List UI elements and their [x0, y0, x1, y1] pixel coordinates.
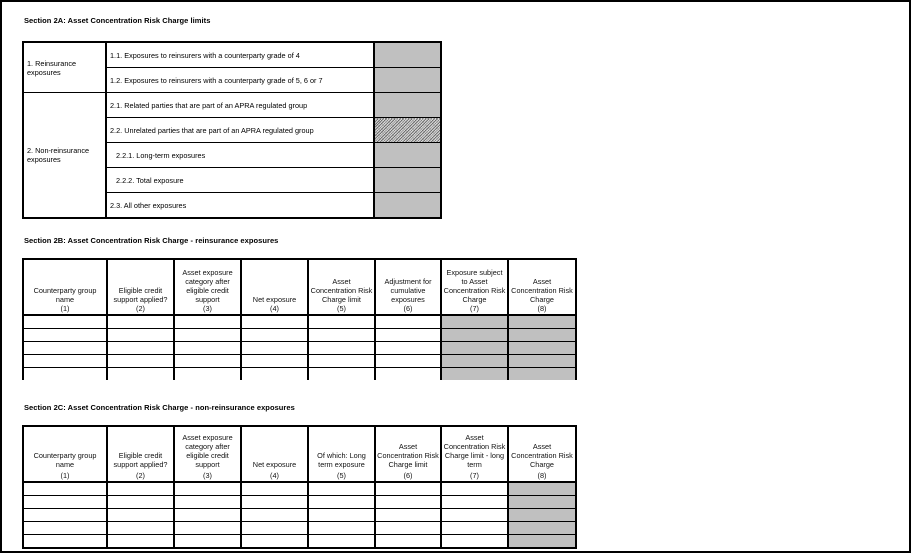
header-row: [23, 259, 576, 315]
cell[interactable]: [174, 496, 241, 509]
cell[interactable]: [241, 482, 308, 496]
row-label-2-2: 2.2. Unrelated parties that are part of an APRA regulated group: [106, 118, 374, 143]
value-cell-2-1[interactable]: [374, 93, 441, 118]
cell[interactable]: [375, 482, 441, 496]
cell[interactable]: [308, 509, 375, 522]
section-2c-title: Section 2C: Asset Concentration Risk Charge - non-reinsurance exposures: [24, 403, 295, 412]
section-2b-title: Section 2B: Asset Concentration Risk Charge - reinsurance exposures: [24, 236, 279, 245]
column-header-net-exposure: Net exposure (4): [241, 259, 308, 315]
table-row: [23, 315, 576, 329]
cell[interactable]: [23, 496, 107, 509]
cell[interactable]: [174, 315, 241, 329]
cell[interactable]: [241, 315, 308, 329]
shaded-cell: [508, 522, 576, 535]
shaded-cell: [508, 355, 576, 368]
cell[interactable]: [241, 368, 308, 381]
section-2a-title: Section 2A: Asset Concentration Risk Charge limits: [24, 16, 211, 25]
shaded-cell: [508, 315, 576, 329]
cell[interactable]: [23, 329, 107, 342]
cell[interactable]: [241, 342, 308, 355]
cell[interactable]: [375, 522, 441, 535]
group-label-reinsurance: 1. Reinsurance exposures: [23, 42, 106, 93]
cell[interactable]: [107, 496, 174, 509]
cell[interactable]: [23, 355, 107, 368]
cell[interactable]: [375, 509, 441, 522]
row-label-2-2-1: 2.2.1. Long-term exposures: [106, 143, 374, 168]
cell[interactable]: [308, 342, 375, 355]
cell[interactable]: [308, 368, 375, 381]
cell[interactable]: [375, 535, 441, 549]
table-row: [23, 93, 441, 118]
cell[interactable]: [241, 496, 308, 509]
row-label-2-1: 2.1. Related parties that are part of an APRA regulated group: [106, 93, 374, 118]
cell[interactable]: [441, 509, 508, 522]
cell[interactable]: [308, 535, 375, 549]
cell[interactable]: [107, 315, 174, 329]
row-label-2-3: 2.3. All other exposures: [106, 193, 374, 219]
shaded-cell: [441, 329, 508, 342]
column-header-asset-category: Asset exposure category after eligible credit support (3): [174, 426, 241, 482]
table-row: [23, 535, 576, 549]
column-header-counterparty: Counterparty group name (1): [23, 259, 107, 315]
section-2a-table: [22, 41, 442, 219]
header-row: [23, 426, 576, 482]
cell[interactable]: [441, 496, 508, 509]
cell[interactable]: [375, 496, 441, 509]
cell[interactable]: [241, 509, 308, 522]
cell[interactable]: [174, 342, 241, 355]
table-row: [23, 42, 441, 68]
cell[interactable]: [375, 355, 441, 368]
shaded-cell: [508, 509, 576, 522]
cell[interactable]: [107, 329, 174, 342]
cell[interactable]: [174, 482, 241, 496]
table-row: [23, 368, 576, 381]
value-cell-2-2-hatched: [374, 118, 441, 143]
table-row: [23, 482, 576, 496]
section-2c-table: [22, 425, 577, 549]
cell[interactable]: [308, 522, 375, 535]
table-row: [23, 509, 576, 522]
value-cell-2-2-1[interactable]: [374, 143, 441, 168]
cell[interactable]: [441, 522, 508, 535]
cell[interactable]: [23, 535, 107, 549]
section-2b-table: [22, 258, 577, 380]
table-row: [23, 522, 576, 535]
column-header-net-exposure: Net exposure (4): [241, 426, 308, 482]
value-cell-2-2-2[interactable]: [374, 168, 441, 193]
cell[interactable]: [23, 482, 107, 496]
table-row: [23, 342, 576, 355]
column-header-adjustment: Adjustment for cumulative exposures (6): [375, 259, 441, 315]
cell[interactable]: [174, 368, 241, 381]
cell[interactable]: [375, 315, 441, 329]
cell[interactable]: [308, 496, 375, 509]
shaded-cell: [508, 368, 576, 381]
cell[interactable]: [375, 368, 441, 381]
cell[interactable]: [174, 329, 241, 342]
column-header-acrc-limit-long-term: Asset Concentration Risk Charge limit - long term (7): [441, 426, 508, 482]
row-label-2-2-2: 2.2.2. Total exposure: [106, 168, 374, 193]
table-row: [23, 355, 576, 368]
row-label-1-1: 1.1. Exposures to reinsurers with a counterparty grade of 4: [106, 42, 374, 68]
cell[interactable]: [375, 329, 441, 342]
cell[interactable]: [107, 368, 174, 381]
column-header-eligible-credit: Eligible credit support applied? (2): [107, 259, 174, 315]
cell[interactable]: [107, 509, 174, 522]
cell[interactable]: [308, 315, 375, 329]
group-label-non-reinsurance: 2. Non-reinsurance exposures: [23, 93, 106, 219]
value-cell-1-1[interactable]: [374, 42, 441, 68]
column-header-long-term-exposure: Of which: Long term exposure (5): [308, 426, 375, 482]
cell[interactable]: [241, 355, 308, 368]
cell[interactable]: [174, 535, 241, 549]
shaded-cell: [441, 368, 508, 381]
cell[interactable]: [23, 522, 107, 535]
column-header-asset-category: Asset exposure category after eligible credit support (3): [174, 259, 241, 315]
shaded-cell: [508, 535, 576, 549]
shaded-cell: [441, 355, 508, 368]
shaded-cell: [508, 482, 576, 496]
column-header-counterparty: Counterparty group name (1): [23, 426, 107, 482]
cell[interactable]: [308, 355, 375, 368]
shaded-cell: [441, 342, 508, 355]
column-header-acrc-limit: Asset Concentration Risk Charge limit (6): [375, 426, 441, 482]
cell[interactable]: [107, 482, 174, 496]
value-cell-1-2[interactable]: [374, 68, 441, 93]
cell[interactable]: [308, 482, 375, 496]
shaded-cell: [441, 315, 508, 329]
cell[interactable]: [23, 509, 107, 522]
cell[interactable]: [174, 509, 241, 522]
shaded-cell: [508, 496, 576, 509]
column-header-acrc-limit: Asset Concentration Risk Charge limit (5): [308, 259, 375, 315]
shaded-cell: [508, 329, 576, 342]
cell[interactable]: [375, 342, 441, 355]
cell[interactable]: [241, 535, 308, 549]
cell[interactable]: [441, 482, 508, 496]
table-row: [23, 496, 576, 509]
value-cell-2-3[interactable]: [374, 193, 441, 219]
column-header-eligible-credit: Eligible credit support applied? (2): [107, 426, 174, 482]
cell[interactable]: [441, 535, 508, 549]
cell[interactable]: [23, 368, 107, 381]
cell[interactable]: [23, 315, 107, 329]
column-header-acrc: Asset Concentration Risk Charge (8): [508, 259, 576, 315]
column-header-exposure-subject: Exposure subject to Asset Concentration Risk Charge (7): [441, 259, 508, 315]
cell[interactable]: [107, 535, 174, 549]
column-header-acrc: Asset Concentration Risk Charge (8): [508, 426, 576, 482]
cell[interactable]: [241, 329, 308, 342]
cell[interactable]: [308, 329, 375, 342]
row-label-1-2: 1.2. Exposures to reinsurers with a counterparty grade of 5, 6 or 7: [106, 68, 374, 93]
cell[interactable]: [23, 342, 107, 355]
cell[interactable]: [107, 355, 174, 368]
cell[interactable]: [107, 342, 174, 355]
cell[interactable]: [241, 522, 308, 535]
shaded-cell: [508, 342, 576, 355]
table-row: [23, 329, 576, 342]
cell[interactable]: [174, 355, 241, 368]
cell[interactable]: [107, 522, 174, 535]
cell[interactable]: [174, 522, 241, 535]
